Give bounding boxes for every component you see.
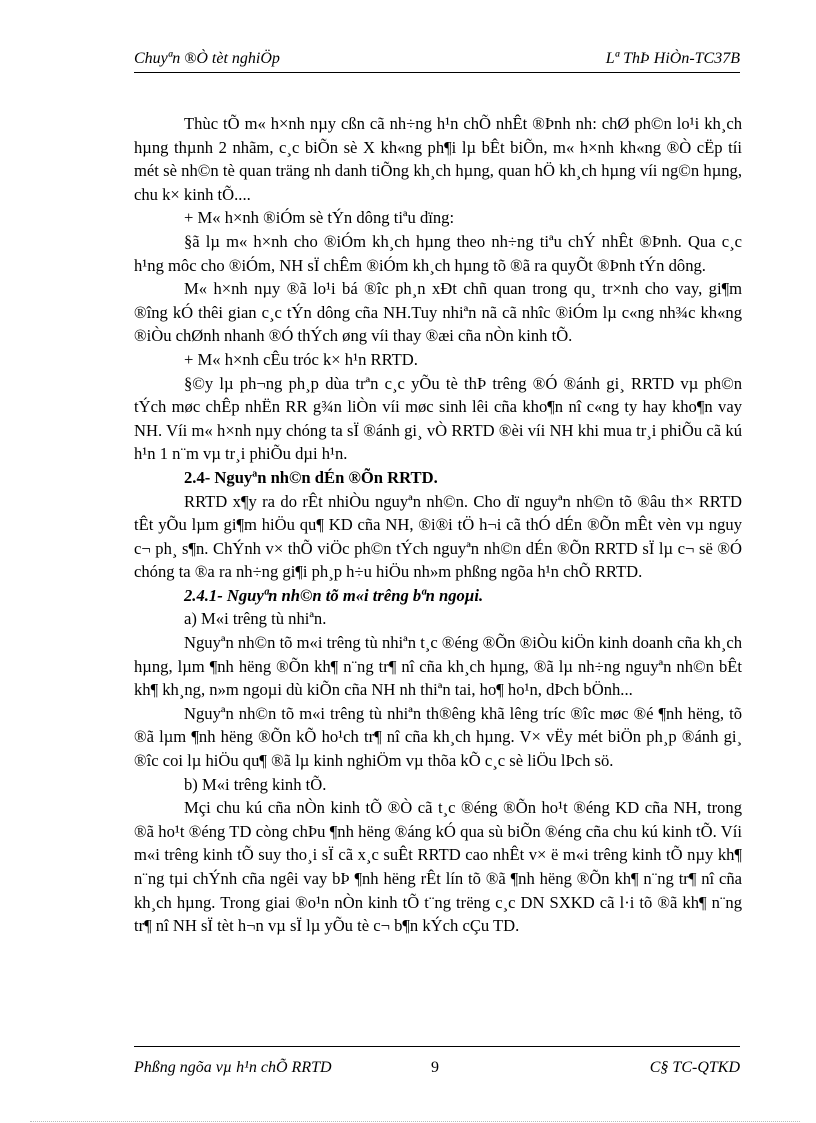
header-author: Lª ThÞ HiÒn-TC37B <box>605 50 740 67</box>
paragraph: + M« h×nh cÊu tróc k× h¹n RRTD. <box>184 349 418 369</box>
paragraph: M« h×nh nµy ®ã lo¹i bá ®îc ph¸n xÐt chñ quan trong qu¸ tr×nh cho vay, gi¶m ®îng kÓ thêi gian c¸c tÝn dông cña NH.Tuy nhiªn nã cã nhîc ®iÓm lµ c«ng nh¾c kh«ng ®iÒu chØnh nhanh ®Ó thÝch øng víi thay ®æi cña nÒn kinh tÕ. <box>134 279 742 346</box>
paragraph: Mçi chu kú cña nÒn kinh tÕ ®Ò cã t¸c ®éng ®Õn ho¹t ®éng KD cña NH, trong ®ã ho¹t ®éng TD còng chÞu ¶nh hëng ®áng kÓ qua sù biÕn ®éng cña chu kú kinh tÕ. Víi m«i trêng kinh tÕ suy tho¸i sÏ cã x¸c suÊt RRTD cao nhÊt v× ë m«i trêng kinh tÕ nµy kh¶ n¨ng tµi chÝnh cña ngêi vay bÞ ¶nh hëng rÊt lín tõ ®ã ¶nh hëng ®Õn kh¶ n¨ng tr¶ nî cña kh¸ch hµng. Trong giai ®o¹n nÒn kinh tÕ t¨ng trëng c¸c DN SXKD cã l·i tõ ®ã kh¶ n¨ng tr¶ nî NH sÏ tèt h¬n vµ sÏ lµ yÕu tè c¬ b¶n kÝch cÇu TD. <box>134 798 742 936</box>
paragraph: Thùc tÕ m« h×nh nµy cßn cã nh÷ng h¹n chÕ nhÊt ®Þnh nh: chØ ph©n lo¹i kh¸ch hµng thµnh 2 nhãm, c¸c biÕn sè X kh«ng ph¶i lµ bÊt biÕn, m« h×nh kh«ng ®Ò cËp tíi mét sè nh©n tè quan träng nh danh tiÕng kh¸ch hµng, quan hÖ kh¸ch hµng víi ng©n hµng, chu k× kinh tÕ.... <box>134 114 742 204</box>
section-heading: 2.4- Nguyªn nh©n dÉn ®Õn RRTD. <box>184 467 438 487</box>
footer-department: C§ TC-QTKD <box>649 1059 740 1076</box>
page-number: 9 <box>431 1059 439 1076</box>
page-body <box>134 112 742 938</box>
paragraph: Nguyªn nh©n tõ m«i trêng tù nhiªn t¸c ®éng ®Õn ®iÒu kiÖn kinh doanh cña kh¸ch hµng, lµm ¶nh hëng ®Õn kh¶ n¨ng tr¶ nî cña kh¸ch hµng, ®ã lµ nh÷ng nguyªn nh©n bÊt kh¶ kh¸ng, n»m ngoµi dù kiÕn cña NH nh thiªn tai, ho¶ ho¹n, dÞch bÖnh... <box>134 633 742 700</box>
subsection-heading: 2.4.1- Nguyªn nh©n tõ m«i trêng bªn ngoµi. <box>184 585 484 605</box>
page-header <box>134 50 740 73</box>
footer-title: Phßng ngõa vµ h¹n chÕ RRTD <box>134 1059 332 1076</box>
paragraph: RRTD x¶y ra do rÊt nhiÒu nguyªn nh©n. Cho dï nguyªn nh©n tõ ®âu th× RRTD tÊt yÕu lµm gi¶m hiÖu qu¶ KD cña NH, ®i®i tÖ h¬i cã thÓ dÉn ®Õn mÊt vèn vµ nguy c¬ ph¸ s¶n. ChÝnh v× thÕ viÖc ph©n tÝch nguyªn nh©n dÉn ®Õn RRTD sÏ lµ c¬ së ®Ó chóng ta ®a ra nh÷ng gi¶i ph¸p h÷u hiÖu nh»m phßng ngõa h¹n chÕ RRTD. <box>134 491 742 582</box>
header-title: Chuyªn ®Ò tèt nghiÖp <box>134 50 280 67</box>
page-footer <box>134 1046 740 1077</box>
paragraph: §ã lµ m« h×nh cho ®iÓm kh¸ch hµng theo nh÷ng tiªu chÝ nhÊt ®Þnh. Qua c¸c h¹ng môc cho ®iÓm, NH sÏ chÊm ®iÓm kh¸ch hµng tõ ®ã ra quyÕt ®Þnh tÝn dông. <box>134 231 742 275</box>
paragraph: a) M«i trêng tù nhiªn. <box>184 609 327 629</box>
paragraph: Nguyªn nh©n tõ m«i trêng tù nhiªn th®êng khã lêng tríc ®îc møc ®é ¶nh hëng, tõ ®ã lµm ¶nh hëng ®Õn kÕ ho¹ch tr¶ nî cña kh¸ch hµng. V× vËy mét biÖn ph¸p ®ánh gi¸ ®îc coi lµ hiÖu qu¶ ®ã lµ kinh nghiÖm vµ thõa kÕ c¸c sè liÖu lÞch sö. <box>134 703 742 771</box>
paragraph: b) M«i trêng kinh tÕ. <box>184 774 327 794</box>
page-bottom-divider <box>30 1121 800 1122</box>
paragraph: + M« h×nh ®iÓm sè tÝn dông tiªu dïng: <box>184 208 455 228</box>
paragraph: §©y lµ ph¬ng ph¸p dùa trªn c¸c yÕu tè thÞ trêng ®Ó ®ánh gi¸ RRTD vµ ph©n tÝch møc chÊp nhËn RR g¾n liÒn víi møc sinh lêi cña kho¶n nî c«ng ty hay kho¶n vay NH. Víi m« h×nh nµy chóng ta sÏ ®ánh gi¸ vÒ RRTD ®èi víi NH khi mua tr¸i phiÕu cã kú h¹n 1 n¨m vµ tr¸i phiÕu dµi h¹n. <box>134 373 742 464</box>
